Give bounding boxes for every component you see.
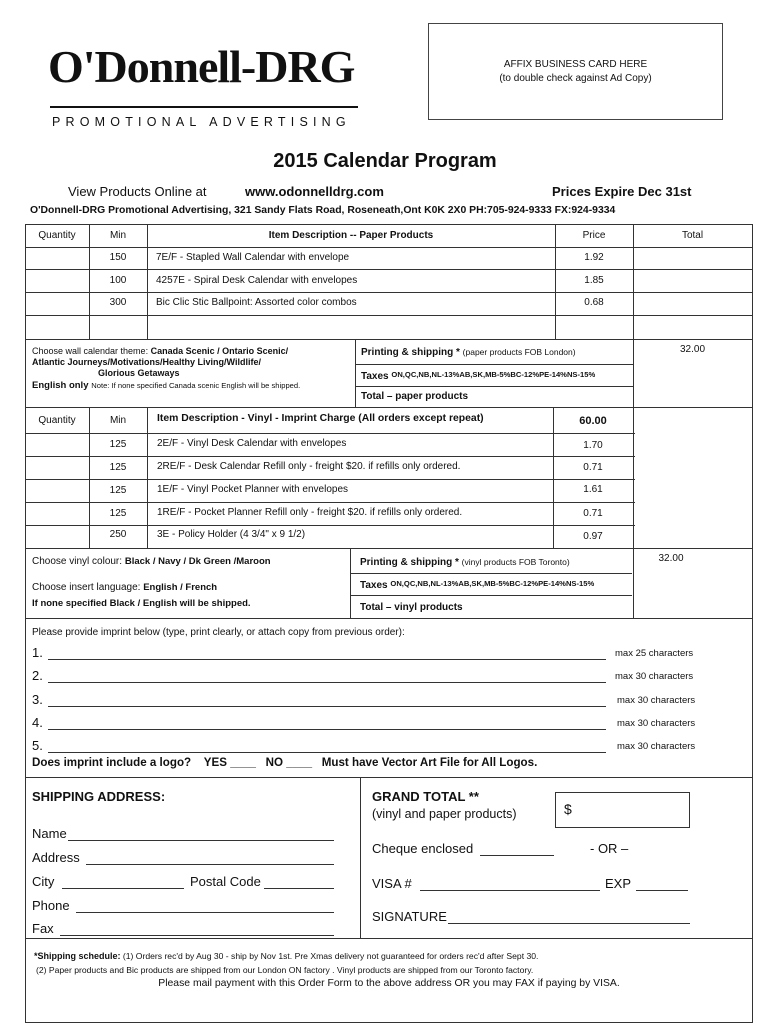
grand-total-box[interactable]	[555, 792, 690, 828]
grid-line	[25, 269, 753, 270]
paper-row-min: 100	[109, 275, 127, 286]
grid-line	[25, 618, 753, 619]
grid-line	[633, 224, 634, 407]
logo-rule	[50, 106, 358, 108]
theme-options-2: Atlantic Journeys/Motivations/Healthy Living/Wildlife/	[32, 357, 261, 367]
paper-taxes-label: Taxes	[361, 371, 389, 382]
grid-line	[752, 224, 753, 548]
vinyl-total-label: Total – vinyl products	[360, 602, 463, 613]
grid-line	[350, 573, 632, 574]
paper-shipping-value: 32.00	[679, 344, 706, 355]
schedule-line-1: (1) Orders rec'd by Aug 30 - ship by Nov 1st. Pre Xmas delivery not guaranteed for orders rec'd after Sept 30.	[122, 951, 539, 961]
logo-question: Does imprint include a logo? YES ____ NO ____ Must have Vector Art File for All Logos.	[32, 756, 538, 769]
vinyl-colour-row	[32, 556, 271, 568]
grid-line	[633, 407, 634, 618]
grid-line	[25, 479, 635, 480]
vinyl-col-description: Item Description - Vinyl - Imprint Charge (All orders except repeat)	[157, 413, 484, 424]
grid-line	[147, 407, 148, 548]
imprint-line-5[interactable]	[48, 752, 606, 753]
imprint-line-number: 2.	[32, 668, 43, 683]
paper-row-price: 1.92	[584, 252, 604, 263]
paper-row-desc: 4257E - Spiral Desk Calendar with envelopes	[156, 275, 358, 286]
vinyl-row-price: 0.97	[583, 531, 603, 542]
col-total: Total	[681, 230, 704, 241]
imprint-line-number: 1.	[32, 645, 43, 660]
theme-label: Choose wall calendar theme:	[32, 346, 149, 356]
exp-label: EXP	[605, 876, 632, 891]
cheque-field[interactable]	[480, 855, 554, 856]
signature-field[interactable]	[448, 923, 690, 924]
grid-line	[25, 456, 635, 457]
theme-options-1: Canada Scenic / Ontario Scenic/	[150, 346, 289, 356]
vinyl-row-desc: 1E/F - Vinyl Pocket Planner with envelopes	[157, 484, 349, 495]
vinyl-row-desc: 3E - Policy Holder (4 3/4" x 9 1/2)	[157, 529, 306, 540]
paper-row-min: 300	[109, 297, 127, 308]
imprint-max: max 30 characters	[617, 718, 696, 729]
paper-shipping-note: (paper products FOB London)	[462, 347, 576, 357]
schedule-label: *Shipping schedule:	[34, 951, 121, 961]
vinyl-row-desc: 2RE/F - Desk Calendar Refill only - freight $20. if refills only ordered.	[157, 461, 461, 472]
vinyl-row-price: 0.71	[583, 508, 603, 519]
company-address: O'Donnell-DRG Promotional Advertising, 321 Sandy Flats Road, Roseneath,Ont K0K 2X0 PH:705-924-9333 FX:924-9334	[30, 205, 616, 216]
paper-taxes-row	[361, 369, 595, 383]
mail-note: Please mail payment with this Order Form to the above address OR you may FAX if paying by VISA.	[158, 978, 620, 989]
insert-language-label: Choose insert language:	[32, 582, 141, 593]
imprint-max: max 30 characters	[617, 695, 696, 706]
imprint-line-4[interactable]	[48, 729, 606, 730]
grid-line	[752, 548, 753, 1023]
visa-field[interactable]	[420, 890, 600, 891]
grid-line	[25, 339, 753, 340]
fax-label: Fax	[32, 921, 54, 936]
city-field[interactable]	[62, 888, 184, 889]
paper-total-label: Total – paper products	[361, 391, 469, 402]
imprint-max: max 25 characters	[615, 648, 694, 659]
grid-line	[350, 595, 632, 596]
imprint-line-number: 5.	[32, 738, 43, 753]
grand-total-sub: (vinyl and paper products)	[372, 807, 517, 821]
exp-field[interactable]	[636, 890, 688, 891]
grid-line	[355, 339, 356, 407]
imprint-line-2[interactable]	[48, 682, 606, 683]
english-only-row	[32, 380, 300, 392]
paper-taxes-note: ON,QC,NB,NL-13%AB,SK,MB-5%BC-12%PE-14%NS-15%	[391, 370, 596, 379]
grid-line	[25, 525, 635, 526]
company-logo: O'Donnell-DRG	[48, 41, 355, 92]
grid-line	[25, 407, 753, 408]
grid-line	[553, 407, 554, 548]
logo-subtitle: PROMOTIONAL ADVERTISING	[52, 115, 351, 129]
shipping-schedule-1	[34, 950, 538, 962]
col-description: Item Description -- Paper Products	[268, 230, 434, 241]
vinyl-row-price: 0.71	[583, 462, 603, 473]
imprint-line-number: 4.	[32, 715, 43, 730]
vinyl-row-min: 125	[109, 462, 127, 473]
paper-row-price: 0.68	[584, 297, 604, 308]
view-online-label: View Products Online at	[68, 184, 207, 199]
vinyl-row-min: 125	[109, 485, 127, 496]
phone-label: Phone	[32, 898, 70, 913]
page-title: 2015 Calendar Program	[273, 150, 497, 172]
or-label: - OR –	[590, 841, 629, 856]
vinyl-colour-label: Choose vinyl colour:	[32, 556, 123, 567]
cheque-label: Cheque enclosed	[372, 841, 474, 856]
vinyl-row-price: 1.70	[583, 440, 603, 451]
signature-label: SIGNATURE	[372, 909, 447, 924]
imprint-max: max 30 characters	[615, 671, 694, 682]
vinyl-taxes-label: Taxes	[360, 580, 388, 591]
insert-language-row	[32, 582, 217, 594]
grid-line	[355, 386, 633, 387]
grid-line	[25, 502, 635, 503]
card-box-line2: (to double check against Ad Copy)	[499, 73, 652, 84]
phone-field[interactable]	[76, 912, 334, 913]
grid-line	[25, 548, 753, 549]
schedule-line-2: (2) Paper products and Bic products are shipped from our London ON factory . Vinyl products are shipped from our Toronto factory.	[36, 965, 534, 975]
website-link[interactable]: www.odonnelldrg.com	[245, 184, 384, 199]
grid-line	[25, 548, 26, 1023]
vinyl-col-quantity: Quantity	[38, 415, 76, 426]
vinyl-col-min: Min	[109, 415, 127, 426]
vinyl-shipping-label: Printing & shipping *	[360, 557, 459, 568]
vinyl-taxes-note: ON,QC,NB,NL-13%AB,SK,MB-5%BC-12%PE-14%NS-15%	[390, 579, 595, 588]
grid-line	[89, 407, 90, 548]
paper-row-min: 150	[109, 252, 127, 263]
vinyl-row-min: 125	[109, 439, 127, 450]
english-only: English only	[32, 380, 89, 391]
paper-row-price: 1.85	[584, 275, 604, 286]
imprint-line-number: 3.	[32, 692, 43, 707]
business-card-box	[428, 23, 723, 120]
dollar-sign: $	[564, 801, 572, 817]
visa-label: VISA #	[372, 876, 412, 891]
address-label: Address	[32, 850, 80, 865]
postal-field[interactable]	[264, 888, 334, 889]
name-label: Name	[32, 826, 67, 841]
vinyl-colour-options: Black / Navy / Dk Green /Maroon	[124, 556, 271, 567]
grid-line	[355, 364, 633, 365]
paper-row-desc: Bic Clic Stic Ballpoint: Assorted color combos	[156, 297, 357, 308]
address-field[interactable]	[86, 864, 334, 865]
grid-line	[25, 315, 753, 316]
imprint-max: max 30 characters	[617, 741, 696, 752]
grand-total-label: GRAND TOTAL **	[372, 789, 479, 804]
prices-expire: Prices Expire Dec 31st	[552, 184, 692, 199]
col-min: Min	[109, 230, 127, 241]
english-note: Note: If none specified Canada scenic English will be shipped.	[91, 381, 301, 390]
vinyl-default-note: If none specified Black / English will be shipped.	[32, 598, 251, 609]
vinyl-row-desc: 1RE/F - Pocket Planner Refill only - freight $20. if refills only ordered.	[157, 507, 463, 518]
postal-label: Postal Code	[190, 874, 261, 889]
vinyl-taxes-row	[360, 578, 594, 592]
theme-options-3: Glorious Getaways	[98, 368, 180, 378]
paper-shipping-label: Printing & shipping *	[361, 347, 460, 358]
grid-line	[25, 247, 753, 248]
vinyl-shipping-row	[360, 556, 570, 569]
imprint-charge: 60.00	[579, 415, 607, 427]
section-divider	[25, 777, 753, 778]
vinyl-row-min: 250	[109, 529, 127, 540]
imprint-instructions: Please provide imprint below (type, print clearly, or attach copy from previous order):	[32, 627, 405, 638]
grid-line	[25, 292, 753, 293]
imprint-line-1[interactable]	[48, 659, 606, 660]
city-label: City	[32, 874, 55, 889]
grid-line	[25, 224, 753, 225]
insert-language-options: English / French	[143, 582, 218, 593]
paper-shipping-row	[361, 346, 576, 359]
shipping-heading: SHIPPING ADDRESS:	[32, 789, 166, 804]
vinyl-shipping-note: (vinyl products FOB Toronto)	[461, 557, 570, 567]
vinyl-row-desc: 2E/F - Vinyl Desk Calendar with envelopes	[157, 438, 347, 449]
col-price: Price	[582, 230, 606, 241]
card-box-line1: AFFIX BUSINESS CARD HERE	[503, 59, 648, 70]
section-divider	[360, 777, 361, 938]
paper-row-desc: 7E/F - Stapled Wall Calendar with envelope	[156, 252, 350, 263]
fax-field[interactable]	[60, 935, 334, 936]
col-quantity: Quantity	[38, 230, 76, 241]
section-divider	[25, 938, 753, 939]
name-field[interactable]	[68, 840, 334, 841]
grid-line	[25, 224, 26, 548]
vinyl-shipping-value: 32.00	[658, 553, 684, 564]
vinyl-row-min: 125	[109, 508, 127, 519]
imprint-line-3[interactable]	[48, 706, 606, 707]
vinyl-row-price: 1.61	[583, 484, 603, 495]
grid-line	[350, 548, 351, 618]
section-divider	[25, 1022, 753, 1023]
grid-line	[25, 433, 635, 434]
